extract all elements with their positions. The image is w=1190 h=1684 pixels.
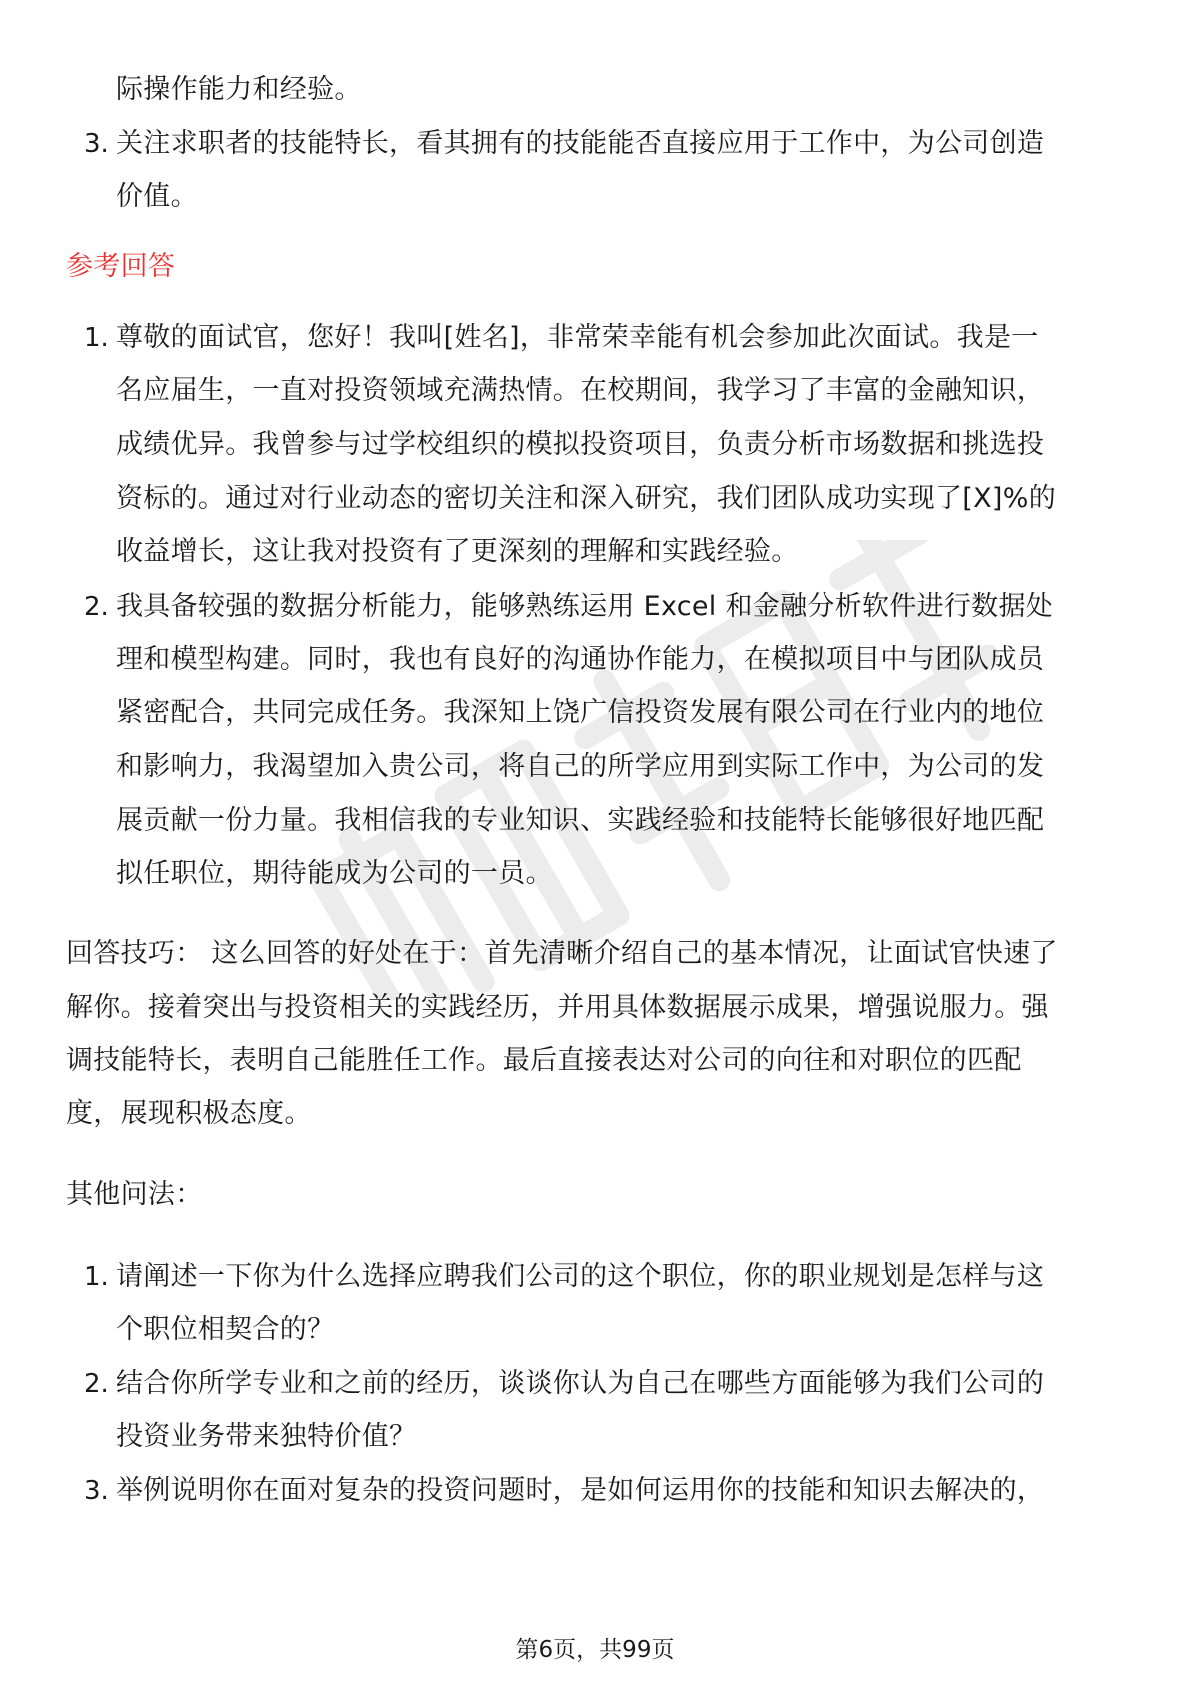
list-item-text: 收益增长，这让我对投资有了更深刻的理解和实践经验。	[116, 536, 799, 567]
list-item-text: 我具备较强的数据分析能力，能够熟练运用 Excel 和金融分析软件进行数据处	[116, 591, 1054, 622]
list-item-text: 结合你所学专业和之前的经历，谈谈你认为自己在哪些方面能够为我们公司的	[116, 1368, 1045, 1399]
list-item-number: 1.	[84, 323, 109, 353]
list-item-text: 投资业务带来独特价值？	[116, 1421, 417, 1452]
page-footer: 第6页，共99页	[515, 1637, 675, 1663]
list-item-number: 3.	[84, 1476, 109, 1506]
section-heading-other-questions: 其他问法：	[66, 1179, 203, 1210]
list-item-text: 紧密配合，共同完成任务。我深知上饶广信投资发展有限公司在行业内的地位	[116, 697, 1045, 728]
list-item-text: 拟任职位，期待能成为公司的一员。	[116, 858, 553, 889]
list-item-text: 请阐述一下你为什么选择应聘我们公司的这个职位，你的职业规划是怎样与这	[116, 1261, 1045, 1292]
tips-paragraph-line: 度，展现积极态度。	[66, 1098, 312, 1129]
continuation-line: 际操作能力和经验。	[116, 74, 362, 105]
list-item-text: 关注求职者的技能特长，看其拥有的技能能否直接应用于工作中，为公司创造	[116, 128, 1045, 159]
list-item-text: 和影响力，我渴望加入贵公司，将自己的所学应用到实际工作中，为公司的发	[116, 751, 1045, 782]
tips-paragraph-line: 回答技巧： 这么回答的好处在于：首先清晰介绍自己的基本情况，让面试官快速了	[66, 938, 1058, 969]
list-item-text: 尊敬的面试官，您好！我叫[姓名]，非常荣幸能有机会参加此次面试。我是一	[116, 322, 1039, 353]
list-item-number: 2.	[84, 1369, 109, 1399]
section-heading-reference-answer: 参考回答	[66, 251, 176, 282]
list-item-text: 举例说明你在面对复杂的投资问题时，是如何运用你的技能和知识去解决的，	[116, 1475, 1045, 1506]
list-item-text: 价值。	[116, 181, 198, 212]
list-item-text: 展贡献一份力量。我相信我的专业知识、实践经验和技能特长能够很好地匹配	[116, 805, 1045, 836]
list-item-text: 个职位相契合的？	[116, 1314, 335, 1345]
list-item-number: 2.	[84, 592, 109, 622]
list-item-text: 资标的。通过对行业动态的密切关注和深入研究，我们团队成功实现了[X]%的	[116, 483, 1057, 514]
list-item-text: 成绩优异。我曾参与过学校组织的模拟投资项目，负责分析市场数据和挑选投	[116, 429, 1045, 460]
list-item-number: 1.	[84, 1262, 109, 1292]
list-item-text: 理和模型构建。同时，我也有良好的沟通协作能力，在模拟项目中与团队成员	[116, 644, 1045, 675]
list-item-text: 名应届生，一直对投资领域充满热情。在校期间，我学习了丰富的金融知识，	[116, 375, 1045, 406]
tips-paragraph-line: 调技能特长，表明自己能胜任工作。最后直接表达对公司的向往和对职位的匹配	[66, 1045, 1022, 1076]
list-item-number: 3.	[84, 129, 109, 159]
tips-paragraph-line: 解你。接着突出与投资相关的实践经历，并用具体数据展示成果，增强说服力。强	[66, 992, 1049, 1023]
